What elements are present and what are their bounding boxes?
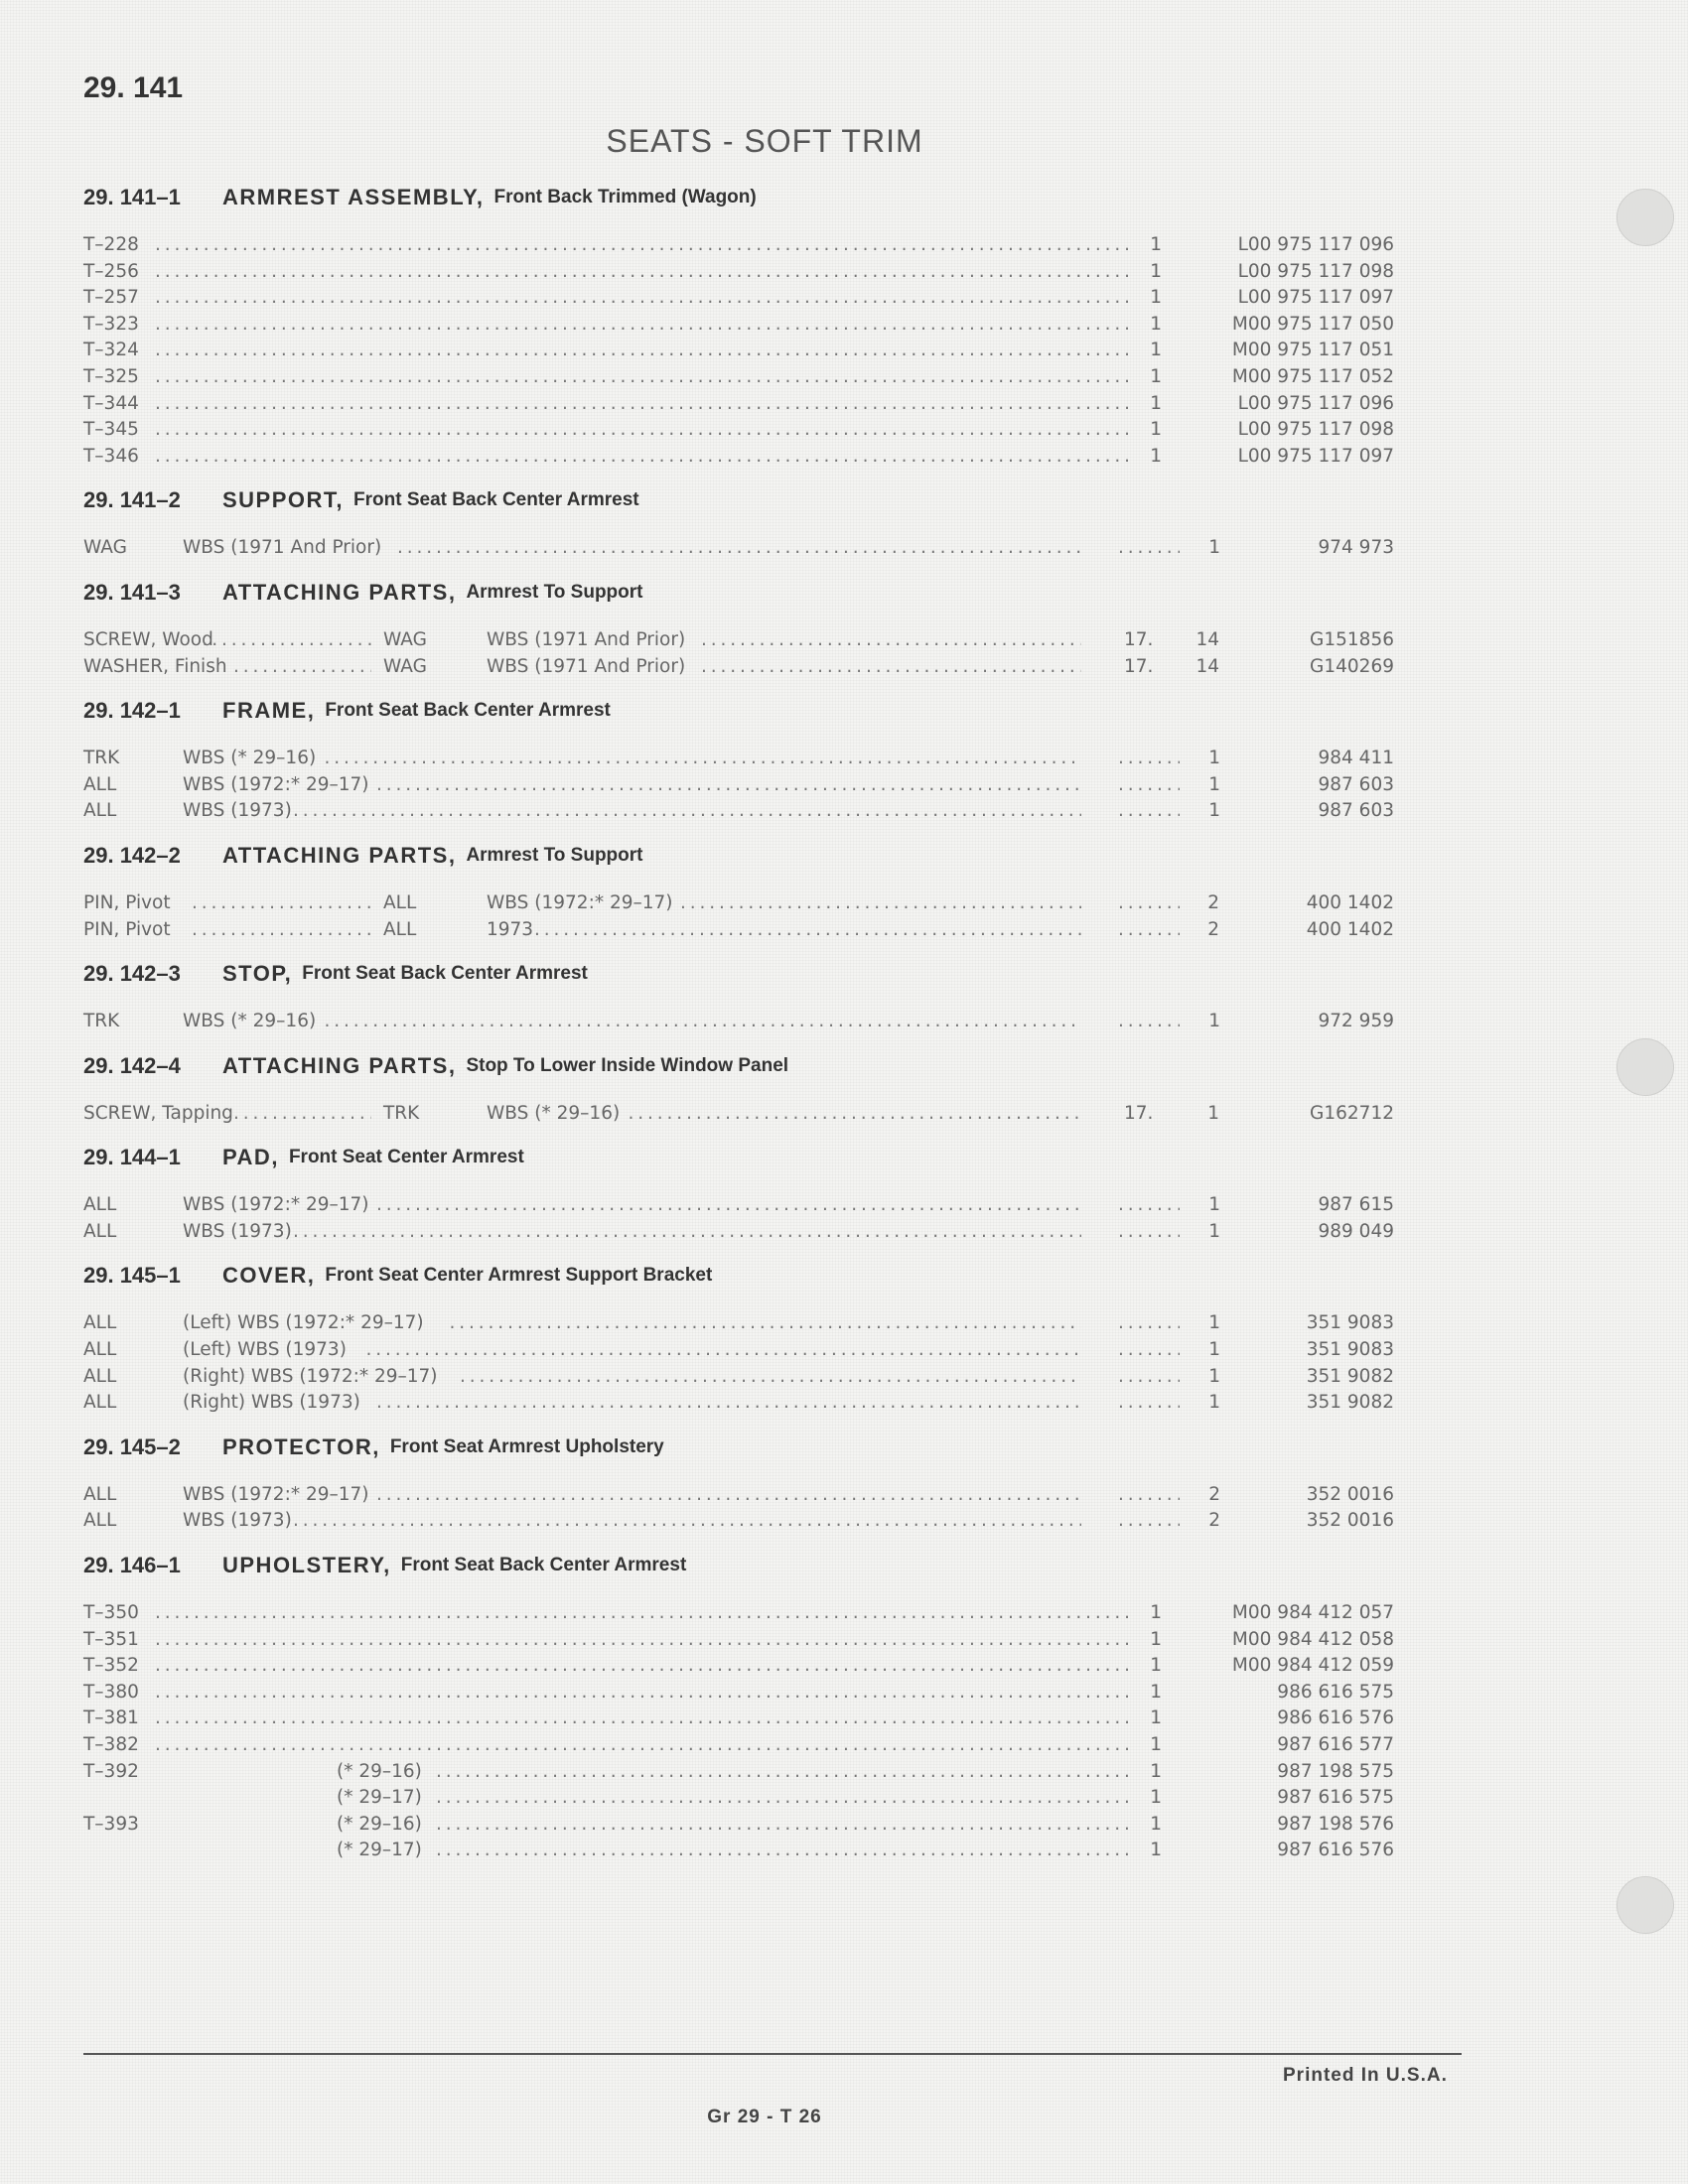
- section-name: STOP,: [222, 961, 293, 987]
- part-number: L00 975 117 098: [1237, 419, 1394, 441]
- trim-code: T–325: [83, 365, 139, 387]
- section-name: UPHOLSTERY,: [222, 1553, 391, 1578]
- dot-leader: [155, 338, 1131, 364]
- model-code: ALL: [83, 1220, 117, 1242]
- model-code: WAG: [383, 628, 427, 650]
- dot-leader: [1118, 890, 1180, 917]
- part-row: [83, 1508, 1394, 1535]
- dot-leader: [155, 285, 1131, 312]
- section-description: Stop To Lower Inside Window Panel: [466, 1054, 789, 1076]
- usage-description: (Right) WBS (1973): [183, 1392, 360, 1414]
- section-name: COVER,: [222, 1263, 316, 1289]
- part-row: [83, 917, 1394, 944]
- section-number: 29. 142–4: [83, 1052, 181, 1078]
- part-row: [83, 1482, 1394, 1509]
- part-row: [83, 391, 1394, 418]
- quantity: 1: [1150, 313, 1162, 335]
- trim-code: T–257: [83, 287, 139, 309]
- part-row: [83, 1192, 1394, 1219]
- model-code: ALL: [83, 1312, 117, 1334]
- part-number: 351 9083: [1306, 1339, 1394, 1361]
- quantity: 1: [1208, 1011, 1220, 1032]
- part-number: L00 975 117 098: [1237, 260, 1394, 282]
- section-header: [83, 576, 1394, 610]
- quantity: 1: [1150, 365, 1162, 387]
- model-code: TRK: [83, 1011, 120, 1032]
- section-number: 29. 141–3: [83, 579, 181, 605]
- dot-leader: [397, 535, 1081, 562]
- part-number: 351 9083: [1306, 1312, 1394, 1334]
- part-number: 351 9082: [1306, 1392, 1394, 1414]
- section-header: [83, 1431, 1394, 1464]
- model-code: ALL: [83, 1365, 117, 1387]
- trim-code: T–382: [83, 1734, 139, 1755]
- usage-description: 1973: [487, 918, 534, 940]
- part-type: SCREW, Tapping: [83, 1102, 233, 1124]
- footer-divider: [83, 2053, 1462, 2055]
- quantity: 14: [1196, 628, 1219, 650]
- dot-leader: [534, 917, 1081, 944]
- model-code: ALL: [383, 891, 417, 913]
- section-number: 29. 145–1: [83, 1263, 181, 1289]
- section-number: 29. 144–1: [83, 1145, 181, 1170]
- dot-leader: [155, 1627, 1131, 1654]
- part-row: [83, 1009, 1394, 1035]
- part-row: [83, 1627, 1394, 1654]
- part-number: L00 975 117 096: [1237, 392, 1394, 414]
- dot-leader: [325, 1009, 1082, 1035]
- section-header: [83, 839, 1394, 873]
- dot-leader: [376, 772, 1081, 799]
- part-type: PIN, Pivot: [83, 918, 171, 940]
- part-row: [83, 535, 1394, 562]
- dot-leader: [155, 312, 1131, 339]
- usage-description: WBS (* 29–16): [183, 1011, 317, 1032]
- usage-description: WBS (1972:* 29–17): [183, 1194, 369, 1216]
- dot-leader: [293, 798, 1081, 825]
- dot-leader: [155, 232, 1131, 259]
- part-row: [83, 259, 1394, 286]
- dot-leader: [325, 746, 1082, 772]
- dot-leader: [192, 890, 371, 917]
- section-number: 29. 142–2: [83, 842, 181, 868]
- part-number: M00 984 412 057: [1231, 1602, 1394, 1624]
- part-row: [83, 1310, 1394, 1337]
- dot-leader: [155, 364, 1131, 391]
- quantity: 1: [1208, 1220, 1220, 1242]
- usage-description: WBS (1973): [183, 800, 292, 822]
- trim-code: T–256: [83, 260, 139, 282]
- part-number: 974 973: [1318, 537, 1394, 559]
- part-type: WASHER, Finish: [83, 655, 227, 677]
- part-row: [83, 654, 1394, 681]
- part-type: SCREW, Wood: [83, 628, 213, 650]
- part-number: 984 411: [1318, 748, 1394, 769]
- usage-description: WBS (1972:* 29–17): [183, 773, 369, 795]
- part-number: 987 198 576: [1277, 1813, 1394, 1835]
- section-description: Front Back Trimmed (Wagon): [493, 187, 757, 207]
- dot-leader: [293, 1508, 1081, 1535]
- section-header: [83, 483, 1394, 517]
- quantity: 1: [1150, 1840, 1162, 1861]
- trim-code: T–344: [83, 392, 139, 414]
- quantity: 1: [1208, 1365, 1220, 1387]
- section-description: Armrest To Support: [466, 581, 643, 603]
- part-number: 989 049: [1318, 1220, 1394, 1242]
- part-row: [83, 1785, 1394, 1812]
- section-number: 29. 141–2: [83, 487, 181, 513]
- dot-leader: [436, 1838, 1131, 1864]
- part-row: [83, 1732, 1394, 1759]
- quantity: 1: [1150, 392, 1162, 414]
- usage-description: WBS (1971 And Prior): [183, 537, 382, 559]
- part-number: 986 616 576: [1277, 1707, 1394, 1729]
- quantity: 1: [1150, 1734, 1162, 1755]
- quantity: 1: [1150, 1628, 1162, 1650]
- part-row: [83, 1812, 1394, 1839]
- part-number: 352 0016: [1306, 1483, 1394, 1505]
- trim-code: T–392: [83, 1760, 139, 1782]
- part-number: 987 616 576: [1277, 1840, 1394, 1861]
- quantity: 1: [1150, 1760, 1162, 1782]
- dot-leader: [155, 1706, 1131, 1732]
- part-row: [83, 1101, 1394, 1128]
- group-number: 17.: [1124, 655, 1154, 677]
- part-row: [83, 232, 1394, 259]
- model-code: ALL: [83, 1194, 117, 1216]
- part-number: 352 0016: [1306, 1510, 1394, 1532]
- section-header: [83, 694, 1394, 728]
- trim-variant: (* 29–17): [337, 1840, 422, 1861]
- part-row: [83, 1759, 1394, 1786]
- dot-leader: [680, 890, 1081, 917]
- section-header: [83, 957, 1394, 991]
- part-row: [83, 1390, 1394, 1417]
- dot-leader: [450, 1310, 1082, 1337]
- quantity: 1: [1150, 1707, 1162, 1729]
- model-code: TRK: [383, 1102, 420, 1124]
- part-type: PIN, Pivot: [83, 891, 171, 913]
- quantity: 2: [1207, 918, 1219, 940]
- part-row: [83, 1680, 1394, 1706]
- trim-variant: (* 29–17): [337, 1787, 422, 1809]
- group-number: 17.: [1124, 628, 1154, 650]
- section-header: [83, 1549, 1394, 1582]
- usage-description: (Left) WBS (1973): [183, 1339, 347, 1361]
- part-number: M00 975 117 052: [1231, 365, 1394, 387]
- quantity: 1: [1150, 445, 1162, 467]
- dot-leader: [460, 1364, 1081, 1391]
- trim-code: T–350: [83, 1602, 139, 1624]
- quantity: 1: [1208, 748, 1220, 769]
- dot-leader: [436, 1812, 1131, 1839]
- dot-leader: [155, 1732, 1131, 1759]
- part-number: 987 616 575: [1277, 1787, 1394, 1809]
- part-row: [83, 364, 1394, 391]
- part-row: [83, 285, 1394, 312]
- part-number: G140269: [1310, 655, 1394, 677]
- usage-description: WBS (1971 And Prior): [487, 628, 686, 650]
- quantity: 1: [1150, 1602, 1162, 1624]
- part-row: [83, 1219, 1394, 1246]
- dot-leader: [436, 1785, 1131, 1812]
- part-row: [83, 746, 1394, 772]
- quantity: 14: [1196, 655, 1219, 677]
- section-description: Front Seat Armrest Upholstery: [389, 1435, 664, 1457]
- quantity: 1: [1150, 1681, 1162, 1703]
- section-name: SUPPORT,: [222, 487, 345, 513]
- model-code: ALL: [83, 1339, 117, 1361]
- model-code: ALL: [83, 773, 117, 795]
- part-number: 986 616 575: [1277, 1681, 1394, 1703]
- part-number: 987 615: [1318, 1194, 1394, 1216]
- section-description: Front Seat Center Armrest Support Bracket: [325, 1265, 713, 1287]
- part-row: [83, 627, 1394, 654]
- model-code: WAG: [383, 655, 427, 677]
- quantity: 1: [1150, 419, 1162, 441]
- part-row: [83, 1706, 1394, 1732]
- part-number: 400 1402: [1306, 918, 1394, 940]
- dot-leader: [436, 1759, 1131, 1786]
- group-number: 17.: [1124, 1102, 1154, 1124]
- quantity: 1: [1208, 1312, 1220, 1334]
- binder-hole: [1617, 1038, 1674, 1096]
- part-row: [83, 1838, 1394, 1864]
- model-code: ALL: [83, 1483, 117, 1505]
- dot-leader: [192, 917, 371, 944]
- trim-code: T–352: [83, 1655, 139, 1677]
- quantity: 1: [1208, 800, 1220, 822]
- trim-code: T–323: [83, 313, 139, 335]
- part-row: [83, 312, 1394, 339]
- dot-leader: [366, 1337, 1082, 1364]
- trim-code: T–228: [83, 234, 139, 255]
- part-number: L00 975 117 096: [1237, 234, 1394, 255]
- trim-code: T–346: [83, 445, 139, 467]
- section-name: FRAME,: [222, 698, 316, 724]
- part-number: M00 984 412 059: [1231, 1655, 1394, 1677]
- page-title: SEATS - SOFT TRIM: [606, 123, 923, 159]
- dot-leader: [701, 627, 1081, 654]
- section-header: [83, 1049, 1394, 1083]
- model-code: WAG: [83, 537, 127, 559]
- part-number: G151856: [1310, 628, 1394, 650]
- part-row: [83, 1364, 1394, 1391]
- binder-hole: [1617, 189, 1674, 246]
- quantity: 1: [1208, 1194, 1220, 1216]
- part-number: G162712: [1310, 1102, 1394, 1124]
- section-name: ATTACHING PARTS,: [222, 842, 457, 868]
- usage-description: (Right) WBS (1972:* 29–17): [183, 1365, 438, 1387]
- part-number: 987 603: [1318, 773, 1394, 795]
- quantity: 1: [1208, 1392, 1220, 1414]
- usage-description: WBS (1971 And Prior): [487, 655, 686, 677]
- dot-leader: [376, 1390, 1081, 1417]
- part-number: 400 1402: [1306, 891, 1394, 913]
- usage-description: WBS (* 29–16): [183, 748, 317, 769]
- dot-leader: [293, 1219, 1081, 1246]
- section-description: Front Seat Center Armrest: [288, 1147, 524, 1168]
- part-row: [83, 444, 1394, 471]
- section-description: Front Seat Back Center Armrest: [302, 963, 588, 985]
- trim-code: T–393: [83, 1813, 139, 1835]
- usage-description: WBS (1972:* 29–17): [183, 1483, 369, 1505]
- section-number: 29. 141–1: [83, 185, 181, 209]
- parts-list: [83, 181, 1394, 1864]
- quantity: 1: [1150, 234, 1162, 255]
- quantity: 2: [1207, 891, 1219, 913]
- part-row: [83, 1337, 1394, 1364]
- dot-leader: [155, 1653, 1131, 1680]
- footer-page-ref: Gr 29 - T 26: [707, 2107, 822, 2127]
- usage-description: WBS (1973): [183, 1220, 292, 1242]
- quantity: 1: [1208, 1339, 1220, 1361]
- section-description: Front Seat Back Center Armrest: [353, 489, 639, 511]
- trim-code: T–345: [83, 419, 139, 441]
- quantity: 1: [1150, 1655, 1162, 1677]
- section-number: 29. 146–1: [83, 1553, 181, 1578]
- trim-code: T–381: [83, 1707, 139, 1729]
- part-row: [83, 798, 1394, 825]
- model-code: ALL: [383, 918, 417, 940]
- usage-description: (Left) WBS (1972:* 29–17): [183, 1312, 424, 1334]
- section-description: Front Seat Back Center Armrest: [325, 700, 611, 722]
- binder-hole: [1617, 1876, 1674, 1934]
- section-number: 29. 145–2: [83, 1433, 181, 1459]
- part-number: 987 198 575: [1277, 1760, 1394, 1782]
- part-row: [83, 1653, 1394, 1680]
- quantity: 1: [1207, 1102, 1219, 1124]
- dot-leader: [155, 444, 1131, 471]
- dot-leader: [155, 259, 1131, 286]
- part-number: M00 975 117 051: [1231, 340, 1394, 361]
- part-row: [83, 890, 1394, 917]
- quantity: 1: [1150, 287, 1162, 309]
- section-description: Front Seat Back Center Armrest: [400, 1555, 687, 1576]
- trim-code: T–351: [83, 1628, 139, 1650]
- section-header: [83, 181, 1394, 214]
- usage-description: WBS (1973): [183, 1510, 292, 1532]
- section-header: [83, 1259, 1394, 1293]
- section-name: PROTECTOR,: [222, 1433, 380, 1459]
- section-header: [83, 1141, 1394, 1174]
- model-code: ALL: [83, 800, 117, 822]
- usage-description: WBS (* 29–16): [487, 1102, 621, 1124]
- quantity: 2: [1208, 1510, 1220, 1532]
- quantity: 1: [1208, 537, 1220, 559]
- section-name: PAD,: [222, 1145, 279, 1170]
- part-number: M00 975 117 050: [1231, 313, 1394, 335]
- printed-notice: Printed In U.S.A.: [1283, 2065, 1448, 2086]
- dot-leader: [376, 1192, 1081, 1219]
- section-number: 29. 142–1: [83, 698, 181, 724]
- part-number: 351 9082: [1306, 1365, 1394, 1387]
- dot-leader: [629, 1101, 1082, 1128]
- quantity: 1: [1150, 260, 1162, 282]
- quantity: 1: [1208, 773, 1220, 795]
- part-row: [83, 1600, 1394, 1627]
- part-number: L00 975 117 097: [1237, 287, 1394, 309]
- section-number: 29. 142–3: [83, 961, 181, 987]
- dot-leader: [155, 1600, 1131, 1627]
- section-description: Armrest To Support: [466, 844, 643, 866]
- trim-code: T–324: [83, 340, 139, 361]
- model-code: ALL: [83, 1510, 117, 1532]
- section-name: ATTACHING PARTS,: [222, 1052, 457, 1078]
- page-number: 29. 141: [83, 71, 184, 104]
- quantity: 1: [1150, 1813, 1162, 1835]
- usage-description: WBS (1972:* 29–17): [487, 891, 673, 913]
- trim-variant: (* 29–16): [337, 1760, 422, 1782]
- trim-code: T–380: [83, 1681, 139, 1703]
- model-code: TRK: [83, 748, 120, 769]
- dot-leader: [233, 1101, 371, 1128]
- dot-leader: [1118, 917, 1180, 944]
- dot-leader: [155, 391, 1131, 418]
- dot-leader: [155, 1680, 1131, 1706]
- part-number: L00 975 117 097: [1237, 445, 1394, 467]
- part-row: [83, 338, 1394, 364]
- quantity: 2: [1208, 1483, 1220, 1505]
- dot-leader: [203, 627, 372, 654]
- dot-leader: [701, 654, 1081, 681]
- dot-leader: [233, 654, 371, 681]
- dot-leader: [376, 1482, 1081, 1509]
- part-number: M00 984 412 058: [1231, 1628, 1394, 1650]
- section-name: ATTACHING PARTS,: [222, 579, 457, 605]
- part-number: 972 959: [1318, 1011, 1394, 1032]
- part-row: [83, 772, 1394, 799]
- part-row: [83, 417, 1394, 444]
- quantity: 1: [1150, 340, 1162, 361]
- dot-leader: [155, 417, 1131, 444]
- trim-variant: (* 29–16): [337, 1813, 422, 1835]
- model-code: ALL: [83, 1392, 117, 1414]
- part-number: 987 603: [1318, 800, 1394, 822]
- part-number: 987 616 577: [1277, 1734, 1394, 1755]
- quantity: 1: [1150, 1787, 1162, 1809]
- section-name: ARMREST ASSEMBLY,: [222, 185, 485, 209]
